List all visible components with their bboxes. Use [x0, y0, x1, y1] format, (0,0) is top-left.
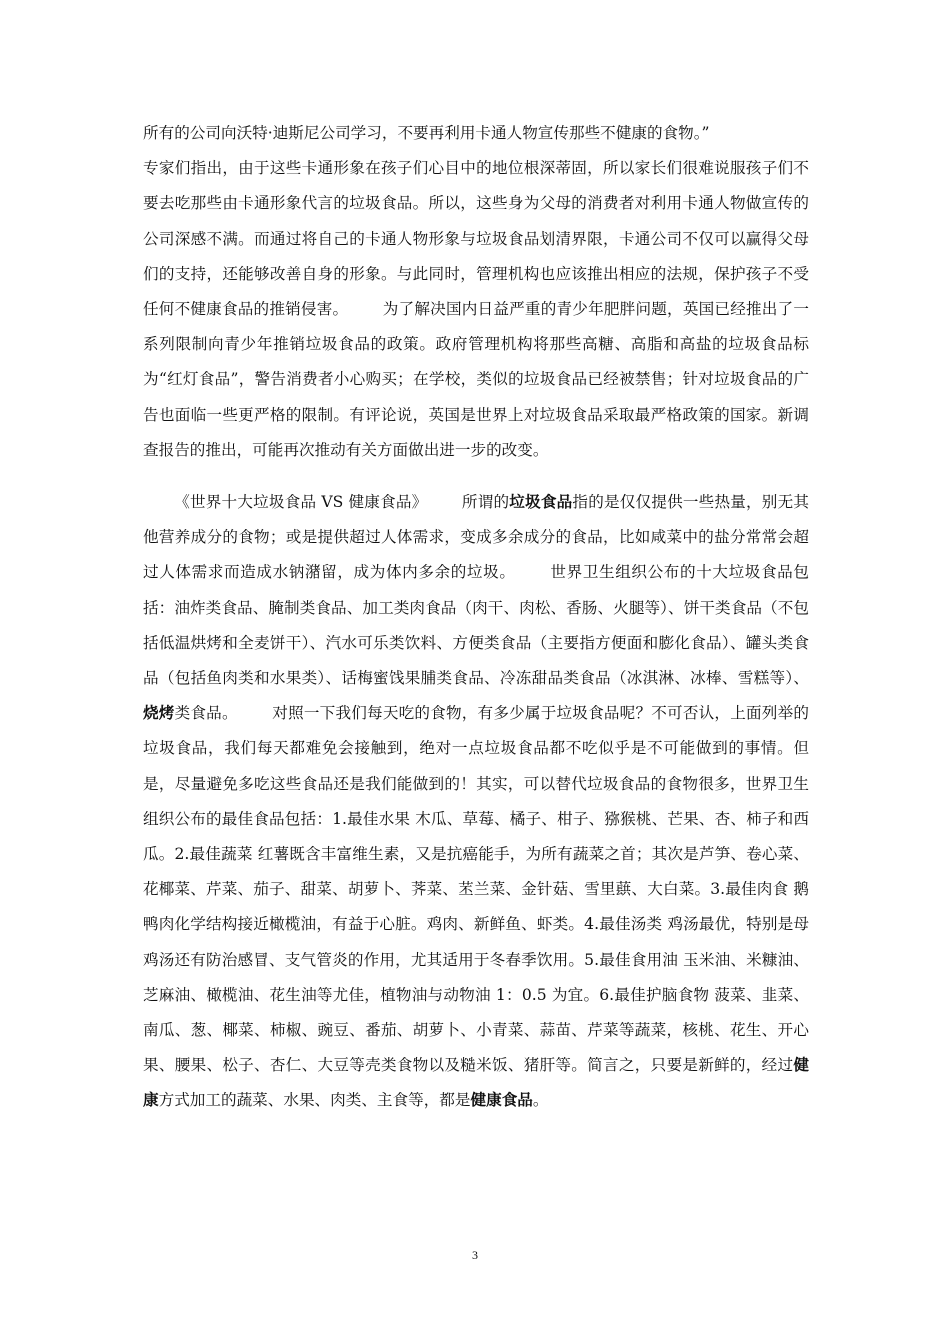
document-body [143, 116, 809, 1119]
page-number: 3 [472, 1248, 478, 1262]
definition-prefix: 所谓的 [461, 493, 510, 512]
ending-punctuation: 。 [532, 1091, 549, 1110]
paragraph-text-experts: 专家们指出，由于这些卡通形象在孩子们心目中的地位根深蒂固，所以家长们很难说服孩子们不要去吃那些由卡通形象代言的垃圾食品。所以，这些身为父母的消费者对利用卡通人物做宣传的公司深感不满。而通过将自己的卡通人物形象与垃圾食品划清界限，卡通公司不仅可以赢得父母们的支持，还能够改善自身的形象。与此同时，管理机构也应该推出相应的法规，保护孩子不受任何不健康食品的推销侵害。 [143, 159, 809, 319]
junk-food-term: 垃圾食品 [509, 493, 573, 512]
who-list-text: 世界卫生组织公布的十大垃圾食品包括：油炸类食品、腌制类食品、加工类肉食品（肉干、肉松、香肠、火腿等）、饼干类食品（不包括低温烘烤和全麦饼干）、汽水可乐类饮料、方便类食品（主要指方便面和膨化食品）、罐头类食品（包括鱼肉类和水果类）、话梅蜜饯果脯类食品、冷冻甜品类食品（冰淇淋、冰棒、雪糕等）、 [143, 563, 809, 688]
paragraph-text-uk-policy: 为了解决国内日益严重的青少年肥胖问题，英国已经推出了一系列限制向青少年推销垃圾食品的政策。政府管理机构将那些高糖、高脂和高盐的垃圾食品标为“红灯食品”，警告消费者小心购买；在学校，类似的垃圾食品已经被禁售；针对垃圾食品的广告也面临一些更严格的限制。有评论说，英国是世界上对垃圾食品采取最严格政策的国家。新调查报告的推出，可能再次推动有关方面做出进一步的改变。 [143, 300, 809, 459]
bbq-text: 类食品。 [174, 704, 238, 723]
definition-text: 指的是仅仅提供一些热量，别无其他营养成分的食物；或是提供超过人体需求，变成多余成分的食品，比如咸菜中的盐分常常会超过人体需求而造成水钠潴留，成为体内多余的垃圾。 [143, 493, 809, 582]
healthy-method-text: 方式加工的蔬菜、水果、肉类、主食等，都是 [158, 1091, 471, 1110]
paragraph-line-quote: 所有的公司向沃特·迪斯尼公司学习，不要再利用卡通人物宣传那些不健康的食物。” [143, 124, 710, 142]
paragraph-junk-vs-healthy [143, 485, 809, 1119]
bbq-term: 烧烤 [143, 704, 175, 723]
section-title: 《世界十大垃圾食品 VS 健康食品》 [174, 493, 428, 512]
healthy-term: 健康 [143, 1056, 809, 1110]
paragraph-cartoon-marketing [143, 116, 809, 468]
healthy-food-term: 健康食品 [470, 1091, 533, 1110]
best-foods-text: 对照一下我们每天吃的食物，有多少属于垃圾食品呢？不可否认，上面列举的垃圾食品，我们每天都难免会接触到，绝对一点垃圾食品都不吃似乎是不可能做到的事情。但是，尽量避免多吃这些食品还是我们能做到的！其实，可以替代垃圾食品的食物很多，世界卫生组织公布的最佳食品包括：1.最佳水果 木瓜、草莓、橘子、柑子、猕猴桃、芒果、杏、柿子和西瓜。2.最佳蔬菜 红薯既含丰富维生素，又是抗癌能手，为所有蔬菜之首；其次是芦笋、卷心菜、花椰菜、芹菜、茄子、甜菜、胡萝卜、荠菜、苤兰菜、金针菇、雪里蕻、大白菜。3.最佳肉食 鹅鸭肉化学结构接近橄榄油，有益于心脏。鸡肉、新鲜鱼、虾类。4.最佳汤类 鸡汤最优，特别是母鸡汤还有防治感冒、支气管炎的作用，尤其适用于冬春季饮用。5.最佳食用油 玉米油、米糠油、芝麻油、橄榄油、花生油等尤佳，植物油与动物油 1：0.5 为宜。6.最佳护脑食物 菠菜、韭菜、南瓜、葱、椰菜、柿椒、豌豆、番茄、胡萝卜、小青菜、蒜苗、芹菜等蔬菜，核桃、花生、开心果、腰果、松子、杏仁、大豆等壳类食物以及糙米饭、猪肝等。简言之，只要是新鲜的，经过 [143, 704, 809, 1075]
